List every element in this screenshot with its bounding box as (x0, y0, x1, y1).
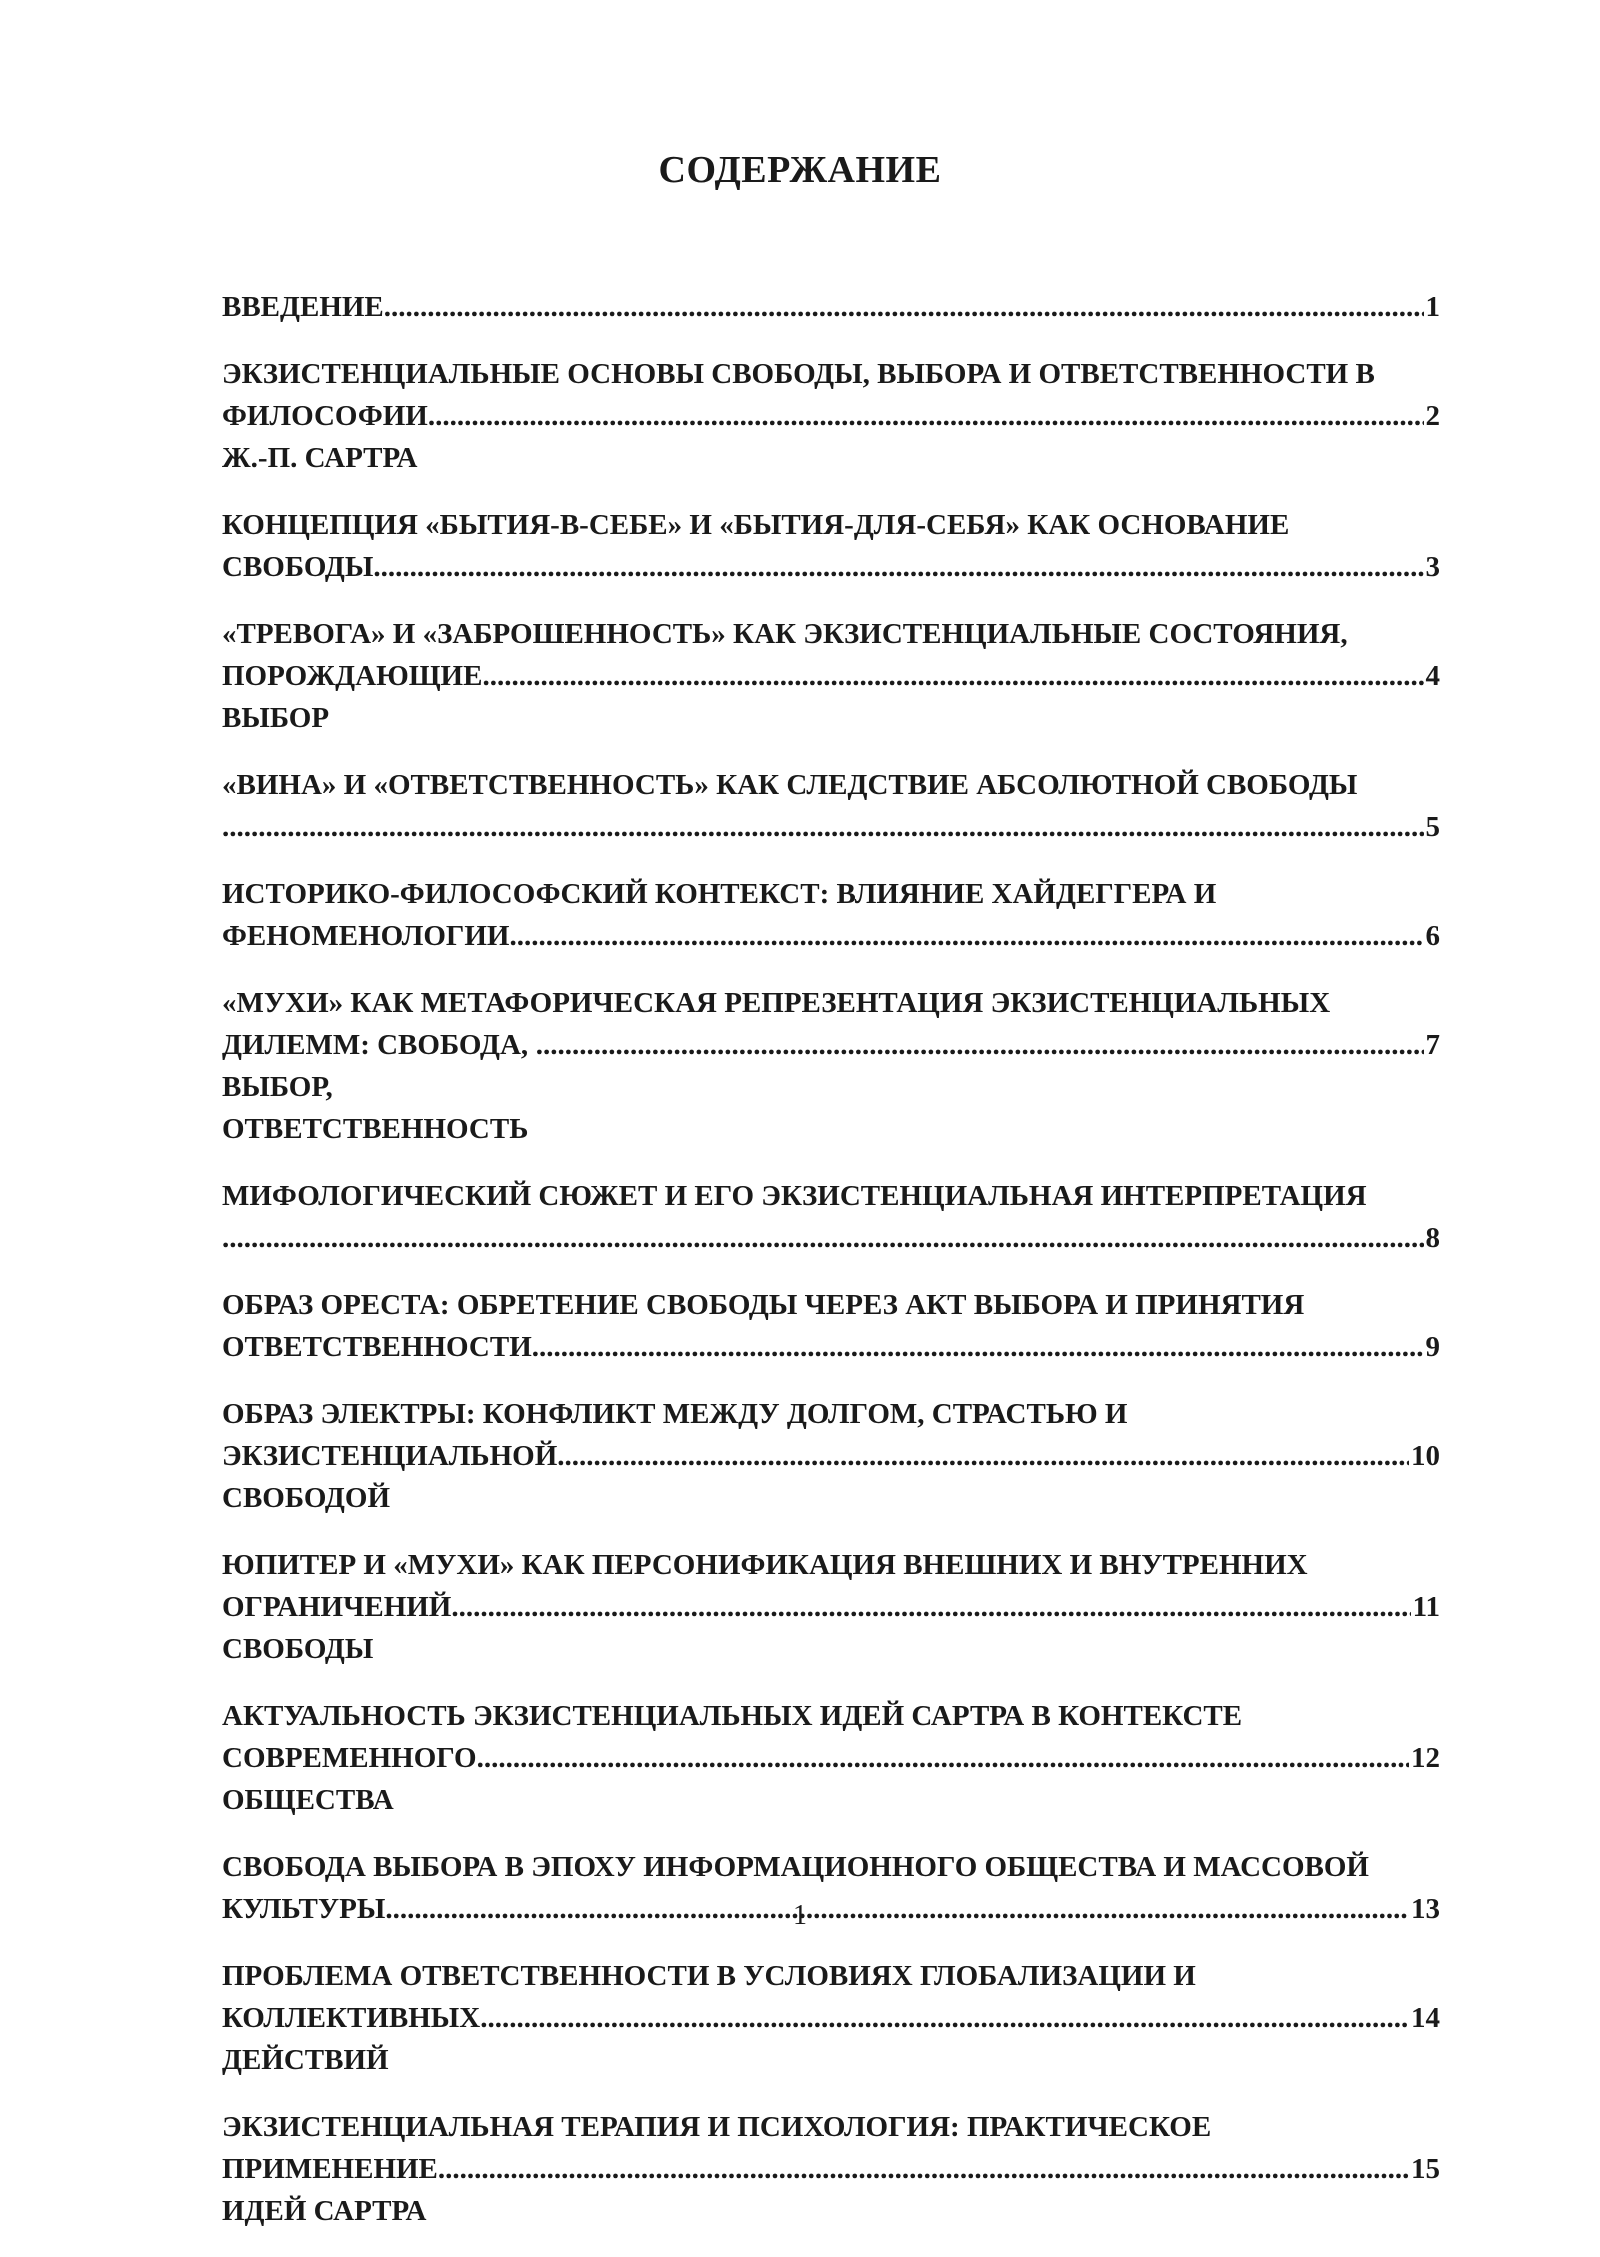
toc-entry-row (222, 1737, 1440, 1821)
toc-entry-page-number: 5 (1425, 811, 1440, 843)
toc-entry-page-number: 14 (1411, 2002, 1440, 2034)
toc-entry-row (222, 395, 1440, 479)
toc-entry-title-line1: ПРОБЛЕМА ОТВЕТСТВЕННОСТИ В УСЛОВИЯХ ГЛОБАЛИЗАЦИИ И (222, 1960, 1196, 1992)
toc-entry-title-line2: ОГРАНИЧЕНИЙ СВОБОДЫ (222, 1591, 452, 1665)
toc-entry-page-number: 4 (1425, 660, 1440, 692)
dot-leader (428, 395, 1424, 437)
toc-entry-row (222, 1586, 1440, 1670)
toc-entry-page-number: 1 (1425, 291, 1440, 323)
toc-entry-title-line1: «ТРЕВОГА» И «ЗАБРОШЕННОСТЬ» КАК ЭКЗИСТЕНЦИАЛЬНЫЕ СОСТОЯНИЯ, (222, 618, 1348, 650)
toc-entry-row (222, 1326, 1440, 1368)
toc-entry-title-line2: ДИЛЕММ: СВОБОДА, ВЫБОР, ОТВЕТСТВЕННОСТЬ (222, 1029, 529, 1145)
toc-entry[interactable] (222, 286, 1440, 328)
toc-entry-page-number: 7 (1425, 1029, 1440, 1061)
toc-entry-page-number: 10 (1411, 1440, 1440, 1472)
toc-entry-title-line1: КОНЦЕПЦИЯ «БЫТИЯ-В-СЕБЕ» И «БЫТИЯ-ДЛЯ-СЕБЯ» КАК ОСНОВАНИЕ (222, 509, 1290, 541)
toc-entry-page-number: 2 (1425, 400, 1440, 432)
toc-entry-row (222, 806, 1440, 848)
dot-leader (536, 1024, 1424, 1066)
dot-leader (480, 1997, 1409, 2039)
dot-leader (532, 1326, 1424, 1368)
toc-entry[interactable] (222, 982, 1440, 1150)
toc-entry[interactable] (222, 1175, 1440, 1259)
toc-entry-title-line2: ОТВЕТСТВЕННОСТИ (222, 1331, 532, 1363)
toc-entry[interactable] (222, 2106, 1440, 2232)
toc-entry-page-number: 11 (1412, 1591, 1440, 1623)
toc-entry-title-line2: ЭКЗИСТЕНЦИАЛЬНОЙ СВОБОДОЙ (222, 1440, 558, 1514)
page-title: СОДЕРЖАНИЕ (658, 149, 942, 191)
toc-entry-page-number: 15 (1411, 2153, 1440, 2185)
toc-entry-title-line2: ПРИМЕНЕНИЕ ИДЕЙ САРТРА (222, 2153, 438, 2227)
dot-leader (509, 915, 1423, 957)
toc-entry-title-line1: ИСТОРИКО-ФИЛОСОФСКИЙ КОНТЕКСТ: ВЛИЯНИЕ ХАЙДЕГГЕРА И (222, 878, 1217, 910)
toc-entry-page-number: 6 (1425, 920, 1440, 952)
toc-entry-title-line2: ФЕНОМЕНОЛОГИИ (222, 920, 510, 952)
toc-entry[interactable] (222, 504, 1440, 588)
toc-entry-title-line1: «МУХИ» КАК МЕТАФОРИЧЕСКАЯ РЕПРЕЗЕНТАЦИЯ ЭКЗИСТЕНЦИАЛЬНЫХ (222, 987, 1331, 1019)
toc-entry[interactable] (222, 1955, 1440, 2081)
toc-entry-title-line1: СВОБОДА ВЫБОРА В ЭПОХУ ИНФОРМАЦИОННОГО ОБЩЕСТВА И МАССОВОЙ (222, 1851, 1369, 1883)
toc-entry-title-line2: КУЛЬТУРЫ (222, 1893, 386, 1925)
dot-leader (222, 806, 1424, 848)
toc-entry-row (222, 546, 1440, 588)
toc-entry-row (222, 286, 1440, 328)
toc-entry-page-number: 9 (1425, 1331, 1440, 1363)
toc-entry-page-number: 3 (1425, 551, 1440, 583)
toc-entry[interactable] (222, 613, 1440, 739)
toc-entry-title-line1: МИФОЛОГИЧЕСКИЙ СЮЖЕТ И ЕГО ЭКЗИСТЕНЦИАЛЬНАЯ ИНТЕРПРЕТАЦИЯ (222, 1180, 1367, 1212)
toc-entry[interactable] (222, 1284, 1440, 1368)
toc-entry-title-line1: ЭКЗИСТЕНЦИАЛЬНАЯ ТЕРАПИЯ И ПСИХОЛОГИЯ: ПРАКТИЧЕСКОЕ (222, 2111, 1212, 2143)
dot-leader (373, 546, 1423, 588)
dot-leader (557, 1435, 1409, 1477)
toc-entry[interactable] (222, 873, 1440, 957)
toc-entry-title-line1: ОБРАЗ ЭЛЕКТРЫ: КОНФЛИКТ МЕЖДУ ДОЛГОМ, СТРАСТЬЮ И (222, 1398, 1128, 1430)
dot-leader (451, 1586, 1410, 1628)
toc-entry-title-line2: ФИЛОСОФИИ Ж.-П. САРТРА (222, 400, 428, 474)
toc-entry-title-line2: СВОБОДЫ (222, 551, 374, 583)
toc-entry[interactable] (222, 1544, 1440, 1670)
toc-entry-page-number: 13 (1411, 1893, 1440, 1925)
dot-leader (477, 1737, 1409, 1779)
page-number: 1 (793, 1900, 807, 1931)
toc-entry-row (222, 1024, 1440, 1150)
toc-entry-title-line2: ВВЕДЕНИЕ (222, 291, 384, 323)
toc-entry-title-line1: «ВИНА» И «ОТВЕТСТВЕННОСТЬ» КАК СЛЕДСТВИЕ АБСОЛЮТНОЙ СВОБОДЫ (222, 769, 1358, 801)
toc-entry-title-line2: ПОРОЖДАЮЩИЕ ВЫБОР (222, 660, 483, 734)
table-of-contents (222, 286, 1440, 2257)
toc-entry[interactable] (222, 1393, 1440, 1519)
toc-entry-title-line2: СОВРЕМЕННОГО ОБЩЕСТВА (222, 1742, 477, 1816)
toc-entry-row (222, 915, 1440, 957)
toc-entry-title-line1: АКТУАЛЬНОСТЬ ЭКЗИСТЕНЦИАЛЬНЫХ ИДЕЙ САРТРА В КОНТЕКСТЕ (222, 1700, 1243, 1732)
toc-entry[interactable] (222, 1695, 1440, 1821)
toc-entry-row (222, 655, 1440, 739)
toc-entry-title-line2: КОЛЛЕКТИВНЫХ ДЕЙСТВИЙ (222, 2002, 481, 2076)
dot-leader (222, 1217, 1424, 1259)
toc-entry-row (222, 1217, 1440, 1259)
toc-entry-page-number: 8 (1425, 1222, 1440, 1254)
dot-leader (438, 2148, 1409, 2190)
toc-entry-row (222, 1435, 1440, 1519)
toc-entry-title-line1: ЭКЗИСТЕНЦИАЛЬНЫЕ ОСНОВЫ СВОБОДЫ, ВЫБОРА И ОТВЕТСТВЕННОСТИ В (222, 358, 1375, 390)
toc-entry-row (222, 2148, 1440, 2232)
toc-entry[interactable] (222, 353, 1440, 479)
toc-entry-row (222, 1997, 1440, 2081)
dot-leader (384, 286, 1424, 328)
toc-entry-title-line1: ЮПИТЕР И «МУХИ» КАК ПЕРСОНИФИКАЦИЯ ВНЕШНИХ И ВНУТРЕННИХ (222, 1549, 1308, 1581)
dot-leader (482, 655, 1423, 697)
toc-entry[interactable] (222, 764, 1440, 848)
toc-entry-page-number: 12 (1411, 1742, 1440, 1774)
toc-entry-title-line1: ОБРАЗ ОРЕСТА: ОБРЕТЕНИЕ СВОБОДЫ ЧЕРЕЗ АКТ ВЫБОРА И ПРИНЯТИЯ (222, 1289, 1305, 1321)
